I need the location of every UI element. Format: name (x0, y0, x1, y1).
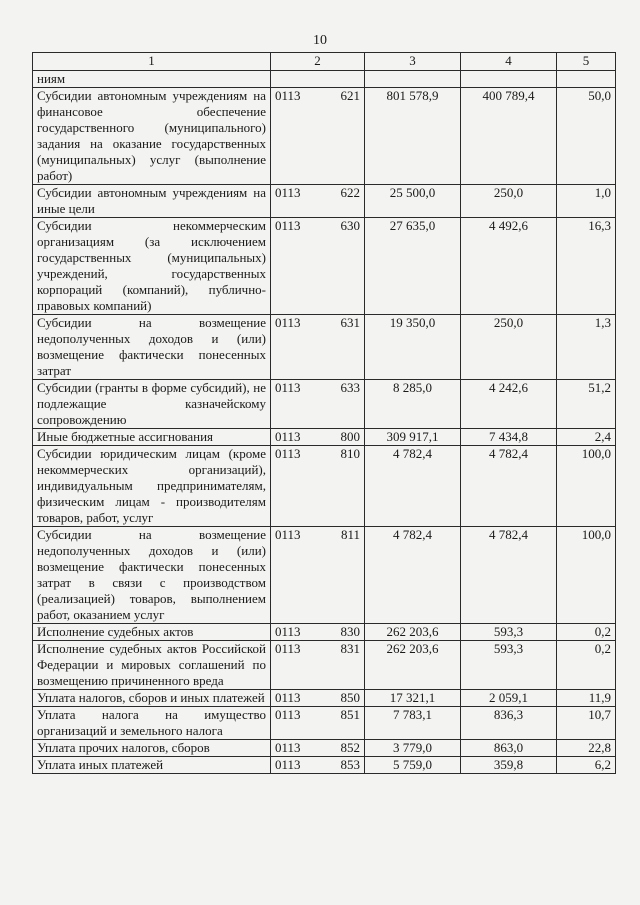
row-percent: 10,7 (557, 707, 616, 740)
row-codes (271, 88, 365, 185)
row-codes (271, 757, 365, 774)
row-codes (271, 218, 365, 315)
row-name: Субсидии на возмещение недополученных доходов и (или) возмещение фактически понесенных затрат (33, 315, 271, 380)
row-percent: 1,0 (557, 185, 616, 218)
row-fact: 4 242,6 (461, 380, 557, 429)
table-row (33, 380, 616, 429)
section-code: 0113 (275, 624, 301, 639)
row-codes (271, 641, 365, 690)
row-percent: 16,3 (557, 218, 616, 315)
row-plan: 17 321,1 (365, 690, 461, 707)
row-plan: 801 578,9 (365, 88, 461, 185)
row-plan: 5 759,0 (365, 757, 461, 774)
row-fact: 250,0 (461, 315, 557, 380)
row-percent: 1,3 (557, 315, 616, 380)
table-row (33, 88, 616, 185)
row-fact: 4 782,4 (461, 527, 557, 624)
table-row (33, 527, 616, 624)
section-code: 0113 (275, 446, 301, 461)
row-name: Субсидии (гранты в форме субсидий), не подлежащие казначейскому сопровождению (33, 380, 271, 429)
section-code: 0113 (275, 740, 301, 755)
section-code: 0113 (275, 88, 301, 103)
row-fact: 4 782,4 (461, 446, 557, 527)
row-name: Субсидии юридическим лицам (кроме некоммерческих организаций), индивидуальным предпринимателям, физическим лицам - производителям товаров, работ, услуг (33, 446, 271, 527)
row-fact: 400 789,4 (461, 88, 557, 185)
row-fact: 593,3 (461, 641, 557, 690)
row-name: ниям (33, 71, 271, 88)
row-name: Иные бюджетные ассигнования (33, 429, 271, 446)
row-codes (271, 446, 365, 527)
row-codes (271, 740, 365, 757)
row-codes (271, 71, 365, 88)
row-fact: 359,8 (461, 757, 557, 774)
row-percent: 100,0 (557, 527, 616, 624)
expense-type-code: 621 (340, 88, 360, 103)
expense-type-code: 853 (340, 757, 360, 772)
expense-type-code: 811 (340, 527, 360, 542)
section-code: 0113 (275, 641, 301, 656)
row-plan: 4 782,4 (365, 527, 461, 624)
section-code: 0113 (275, 757, 301, 772)
row-percent: 2,4 (557, 429, 616, 446)
expense-type-code: 631 (340, 315, 360, 330)
table-row (33, 71, 616, 88)
expense-type-code: 630 (340, 218, 360, 233)
row-name: Субсидии автономным учреждениям на финансовое обеспечение государственного (муниципального) задания на оказание государственных (муниципальных) услуг (выполнение работ) (33, 88, 271, 185)
expense-type-code: 830 (340, 624, 360, 639)
row-fact: 7 434,8 (461, 429, 557, 446)
table-row (33, 641, 616, 690)
section-code: 0113 (275, 380, 301, 395)
header-col-5: 5 (557, 53, 616, 71)
header-col-4: 4 (461, 53, 557, 71)
row-codes (271, 707, 365, 740)
row-percent: 0,2 (557, 624, 616, 641)
row-fact: 863,0 (461, 740, 557, 757)
table-row (33, 446, 616, 527)
row-plan: 262 203,6 (365, 641, 461, 690)
row-percent (557, 71, 616, 88)
table-row (33, 690, 616, 707)
row-percent: 6,2 (557, 757, 616, 774)
row-fact: 836,3 (461, 707, 557, 740)
expense-type-code: 800 (340, 429, 360, 444)
row-plan: 8 285,0 (365, 380, 461, 429)
header-col-1: 1 (33, 53, 271, 71)
page-number: 10 (313, 33, 327, 48)
row-codes (271, 315, 365, 380)
table-row (33, 740, 616, 757)
table-row (33, 218, 616, 315)
section-code: 0113 (275, 707, 301, 722)
row-percent: 100,0 (557, 446, 616, 527)
expense-type-code: 810 (340, 446, 360, 461)
expense-type-code: 622 (340, 185, 360, 200)
row-percent: 11,9 (557, 690, 616, 707)
row-codes (271, 429, 365, 446)
row-percent: 0,2 (557, 641, 616, 690)
row-name: Субсидии на возмещение недополученных доходов и (или) возмещение фактически понесенных затрат в связи с производством (реализацией) товаров, выполнением работ, оказанием услуг (33, 527, 271, 624)
row-fact: 593,3 (461, 624, 557, 641)
row-plan: 3 779,0 (365, 740, 461, 757)
row-name: Уплата иных платежей (33, 757, 271, 774)
header-row (33, 53, 616, 71)
table-row (33, 185, 616, 218)
expense-type-code: 850 (340, 690, 360, 705)
header-col-2: 2 (271, 53, 365, 71)
table-row (33, 315, 616, 380)
section-code: 0113 (275, 690, 301, 705)
row-name: Уплата прочих налогов, сборов (33, 740, 271, 757)
row-codes (271, 185, 365, 218)
expense-type-code: 851 (340, 707, 360, 722)
expense-type-code: 633 (340, 380, 360, 395)
row-plan: 4 782,4 (365, 446, 461, 527)
section-code: 0113 (275, 315, 301, 330)
row-fact: 2 059,1 (461, 690, 557, 707)
row-name: Субсидии некоммерческим организациям (за исключением государственных (муниципальных) учреждений, государственных корпораций (компаний), публично-правовых компаний) (33, 218, 271, 315)
row-name: Уплата налогов, сборов и иных платежей (33, 690, 271, 707)
row-codes (271, 624, 365, 641)
row-codes (271, 527, 365, 624)
table-row (33, 624, 616, 641)
row-codes (271, 380, 365, 429)
row-codes (271, 690, 365, 707)
row-name: Исполнение судебных актов (33, 624, 271, 641)
row-name: Субсидии автономным учреждениям на иные цели (33, 185, 271, 218)
expense-type-code: 852 (340, 740, 360, 755)
table-row (33, 757, 616, 774)
row-fact: 250,0 (461, 185, 557, 218)
section-code: 0113 (275, 218, 301, 233)
row-name: Уплата налога на имущество организаций и земельного налога (33, 707, 271, 740)
section-code: 0113 (275, 185, 301, 200)
header-col-3: 3 (365, 53, 461, 71)
row-percent: 22,8 (557, 740, 616, 757)
row-percent: 50,0 (557, 88, 616, 185)
budget-table (32, 52, 616, 774)
row-plan: 19 350,0 (365, 315, 461, 380)
row-name: Исполнение судебных актов Российской Федерации и мировых соглашений по возмещению причиненного вреда (33, 641, 271, 690)
section-code: 0113 (275, 429, 301, 444)
row-plan (365, 71, 461, 88)
row-plan: 7 783,1 (365, 707, 461, 740)
table-row (33, 707, 616, 740)
row-percent: 51,2 (557, 380, 616, 429)
row-plan: 262 203,6 (365, 624, 461, 641)
row-plan: 27 635,0 (365, 218, 461, 315)
section-code: 0113 (275, 527, 301, 542)
expense-type-code: 831 (340, 641, 360, 656)
table-row (33, 429, 616, 446)
row-plan: 25 500,0 (365, 185, 461, 218)
row-fact: 4 492,6 (461, 218, 557, 315)
row-plan: 309 917,1 (365, 429, 461, 446)
row-fact (461, 71, 557, 88)
